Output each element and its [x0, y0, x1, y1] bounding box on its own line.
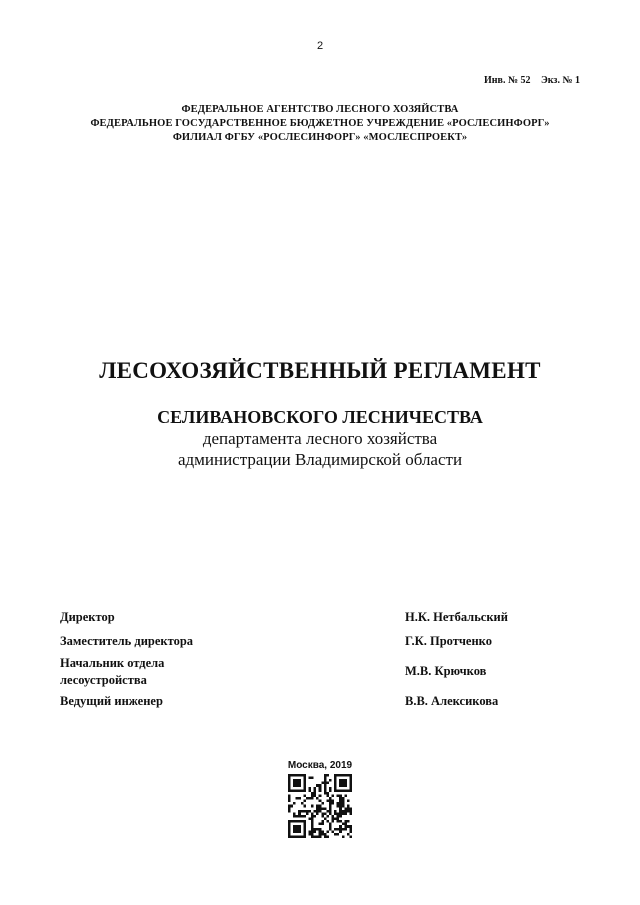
document-title: ЛЕСОХОЗЯЙСТВЕННЫЙ РЕГЛАМЕНТ [99, 358, 541, 383]
staff-name: М.В. Крючков [405, 664, 487, 678]
staff-name: В.В. Алексикова [405, 693, 499, 708]
org-institution: ФЕДЕРАЛЬНОЕ ГОСУДАРСТВЕННОЕ БЮДЖЕТНОЕ УЧРЕЖДЕНИЕ «РОСЛЕСИНФОРГ» [90, 118, 550, 129]
staff-role: Заместитель директора [60, 633, 194, 648]
staff-list [60, 605, 580, 712]
inventory-info [484, 75, 580, 86]
staff-role: Начальник отдела лесоустройства [60, 655, 165, 687]
place-year: Москва, 2019 [287, 760, 353, 771]
document-subtitle [0, 406, 640, 470]
org-agency: ФЕДЕРАЛЬНОЕ АГЕНТСТВО ЛЕСНОГО ХОЗЯЙСТВА [181, 104, 459, 115]
department-line: департамента лесного хозяйства [202, 429, 438, 448]
staff-row [60, 629, 580, 653]
staff-name: Г.К. Протченко [405, 633, 492, 648]
page-number: 2 [316, 40, 324, 52]
inventory-number: Инв. № 52 [484, 75, 531, 86]
administration-line: администрации Владимирской области [177, 450, 463, 469]
org-branch: ФИЛИАЛ ФГБУ «РОСЛЕСИНФОРГ» «МОСЛЕСПРОЕКТ» [172, 132, 468, 143]
forestry-name: СЕЛИВАНОВСКОГО ЛЕСНИЧЕСТВА [157, 407, 483, 427]
qr-code-icon [288, 774, 352, 838]
copy-number: Экз. № 1 [541, 75, 580, 86]
staff-row [60, 605, 580, 629]
staff-row [60, 690, 580, 712]
staff-row [60, 653, 580, 690]
organization-header [0, 103, 640, 145]
staff-role: Директор [60, 609, 115, 624]
staff-name: Н.К. Нетбальский [405, 609, 508, 624]
footer [0, 760, 640, 838]
staff-role: Ведущий инженер [60, 693, 163, 708]
